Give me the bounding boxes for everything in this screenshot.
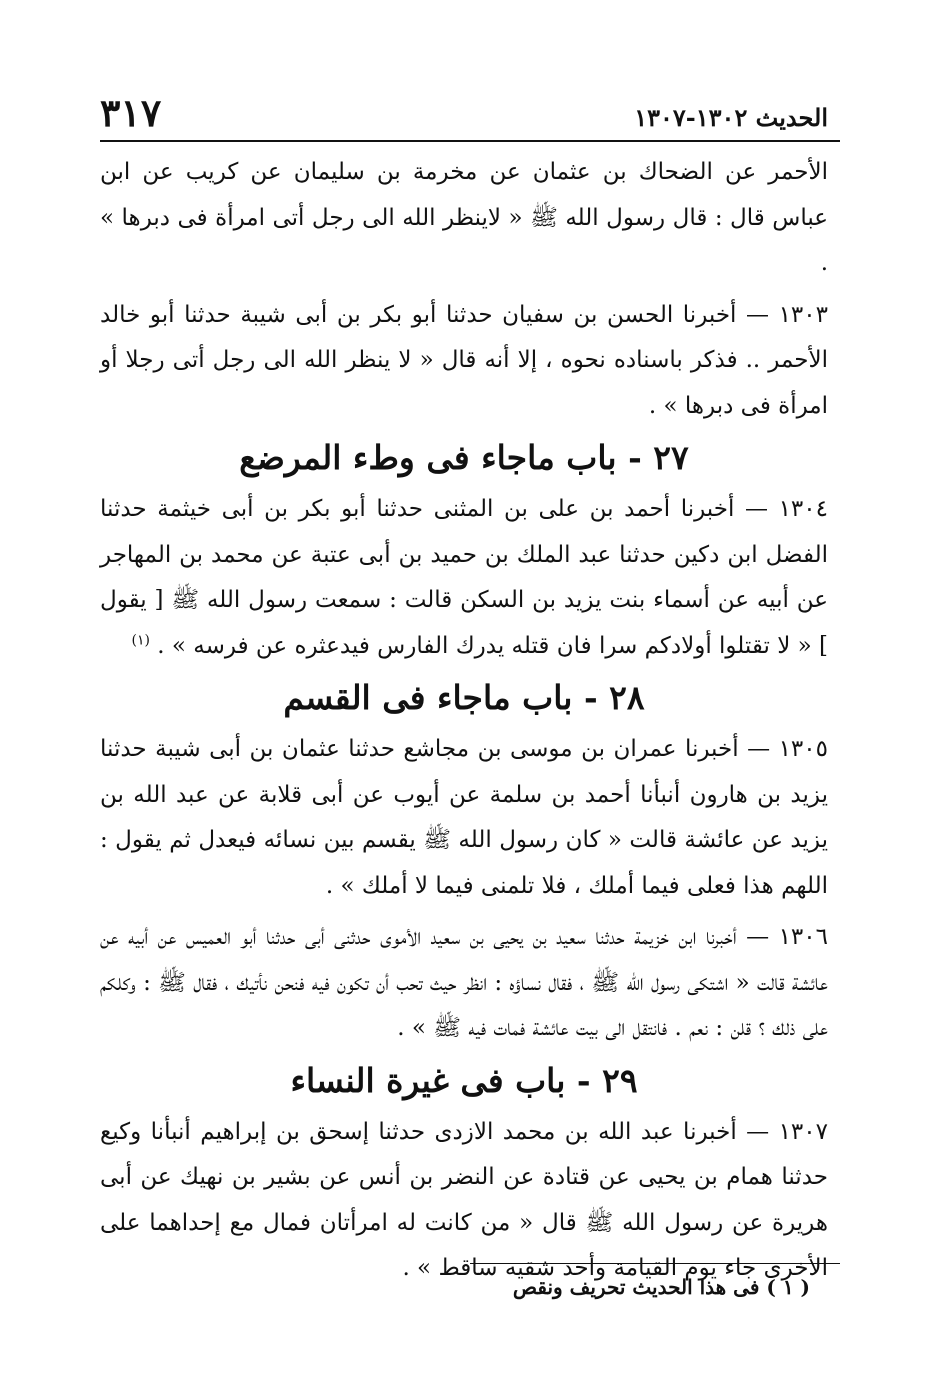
hadith-1304 bbox=[100, 487, 828, 669]
chapter-29-heading: ٢٩ - باب فى غيرة النساء bbox=[290, 1060, 638, 1100]
hadith-1305: ١٣٠٥ — أخبرنا عمران بن موسى بن مجاشع حدثنا عثمان بن أبى شيبة حدثنا يزيد بن هارون أنبأنا أحمد بن سلمة عن أيوب عن أبى قلابة عن عبد الله بن يزيد عن عائشة قالت « كان رسول الله ﷺ يقسم بين نسائه فيعدل ثم يقول : اللهم هذا فعلى فيما أملك ، فلا تلمنى فيما لا أملك » . bbox=[100, 736, 828, 899]
header-title: الحديث ١٣٠٢-١٣٠٧ bbox=[634, 103, 828, 132]
footnote-marker: (١) bbox=[131, 631, 150, 648]
page-number: ٣١٧ bbox=[100, 90, 162, 135]
chapter-27-heading: ٢٧ - باب ماجاء فى وطء المرضع bbox=[239, 438, 689, 477]
footnote: ( ١ ) فى هذا الحديث تحريف ونقص bbox=[512, 1275, 810, 1299]
continuation-paragraph: الأحمر عن الضحاك بن عثمان عن مخرمة بن سليمان عن كريب عن ابن عباس قال : قال رسول الله ﷺ « لاينظر الله الى رجل أتى امرأة فى دبرها » . bbox=[100, 159, 828, 276]
hadith-1307: ١٣٠٧ — أخبرنا عبد الله بن محمد الازدى حدثنا إسحق بن إبراهيم أنبأنا وكيع حدثنا همام بن يحيى عن قتادة عن النضر بن أنس عن بشير بن نهيك عن أبى هريرة عن رسول الله ﷺ قال « من كانت له امرأتان فمال مع إحداهما على الأخرى جاء يوم القيامة وأحد شقيه ساقط » . bbox=[100, 1118, 828, 1281]
page-body bbox=[100, 150, 828, 1292]
hadith-1306: ١٣٠٦ — أخبرنا ابن خزيمة حدثنا سعيد بن يحيى بن سعيد الأموى حدثنى أبى حدثنا أبو العميس عن أبيه عن عائشة قالت « اشتكى رسول الله ﷺ ، فقال نساؤه : انظر حيث تحب أن تكون فيه فنحن نأتيك ، فقال ﷺ : وكلكم على ذلك ؟ قلن : نعم . فانتقل الى بيت عائشة فمات فيه ﷺ » . bbox=[100, 924, 828, 1041]
running-header bbox=[100, 88, 828, 135]
hadith-1303: ١٣٠٣ — أخبرنا الحسن بن سفيان حدثنا أبو بكر بن أبى شيبة حدثنا أبو خالد الأحمر .. فذكر باسناده نحوه ، إلا أنه قال « لا ينظر الله الى رجل أتى رجلا أو امرأة فى دبرها » . bbox=[100, 301, 828, 419]
footnote-rule bbox=[470, 1263, 840, 1264]
header-rule bbox=[100, 140, 840, 142]
chapter-28-heading: ٢٨ - باب ماجاء فى القسم bbox=[283, 678, 645, 717]
hadith-1304-text: ١٣٠٤ — أخبرنا أحمد بن على بن المثنى حدثنا أبو بكر بن أبى خيثمة حدثنا الفضل ابن دكين حدثنا عبد الملك بن حميد بن أبى عتبة عن محمد بن المهاجر عن أبيه عن أسماء بنت يزيد بن السكن قالت : سمعت رسول الله ﷺ [ يقول ] « لا تقتلوا أولادكم سرا فان قتله يدرك الفارس فيدعثره عن فرسه » . bbox=[100, 496, 828, 659]
